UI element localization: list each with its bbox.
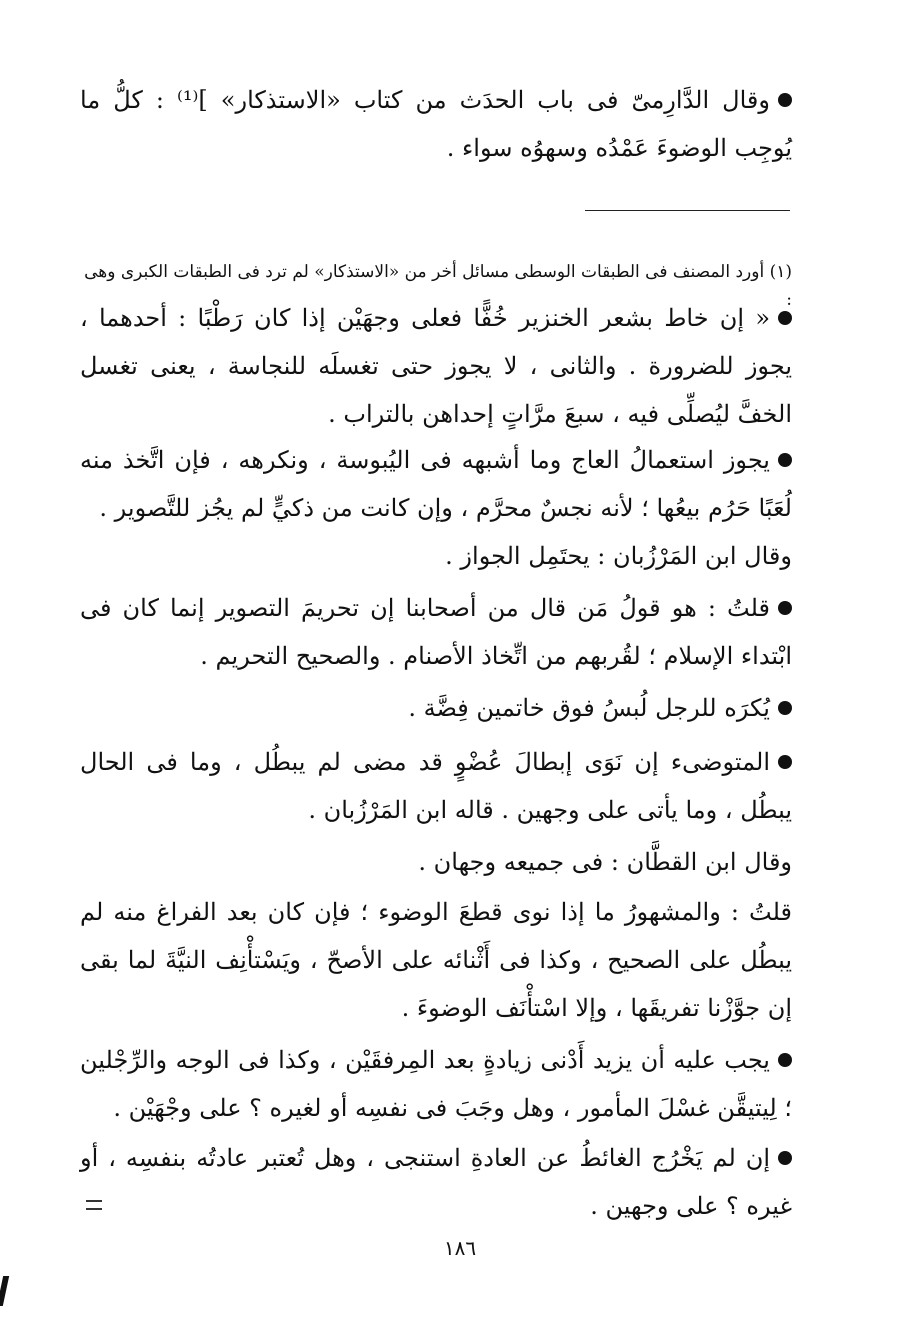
paragraph-9-text: قلتُ : والمشهورُ ما إذا نوى قطعَ الوضوء ؛ فإن كان بعد الفراغ منه لم يبطُل على الصحيح ، وكذا فى أَثْنائه على الأصحّ ، ويَسْتأْنِف النيَّةَ لما بقى إن جوَّزْنا تفريقَها ، وإلا اسْتأْنَف الوضوءَ . [80,898,792,1022]
paragraph-7 [80,738,792,834]
paragraph-8-text: وقال ابن القطَّان : فى جميعه وجهان . [418,848,792,876]
paragraph-4-text: وقال ابن المَرْزُبان : يحتَمِل الجواز . [445,542,792,570]
paragraph-2 [80,294,792,438]
paragraph-10 [80,1036,792,1132]
bullet-icon [778,755,792,769]
paragraph-4 [80,532,792,580]
paragraph-2-text: « إن خاط بشعر الخنزير خُفًّا فعلى وجهَيْن إذا كان رَطْبًا : أحدهما ، يجوز للضرورة . والثانى ، لا يجوز حتى تغسلَه للنجاسة ، يعنى تغسل الخفَّ ليُصلِّى فيه ، سبعَ مرَّاتٍ إحداهن بالتراب . [80,304,792,428]
bullet-icon [778,701,792,715]
page-number: ١٨٦ [443,1236,477,1260]
footnote-intro: (١) أورد المصنف فى الطبقات الوسطى مسائل أخر من «الاستذكار» لم ترد فى الطبقات الكبرى وهى : [84,262,792,310]
paragraph-9 [80,888,792,1032]
paragraph-1-text: وقال الدَّارِمىّ فى باب الحدَث من كتاب «الاستذكار» ]⁽¹⁾ : كلُّ ما يُوجِب الوضوءَ عَمْدُه وسهوُه سواء . [80,86,792,162]
bullet-icon [778,311,792,325]
footnote-separator [585,210,790,211]
paragraph-3-text: يجوز استعمالُ العاج وما أشبهه فى اليُبوسة ، ونكرهه ، فإن اتَّخذ منه لُعَبًا حَرُم بيعُها ؛ لأنه نجسٌ محرَّم ، وإن كانت من ذكيٍّ لم يجُز للتَّصوير . [80,446,792,522]
paragraph-11 [80,1134,792,1230]
paragraph-3 [80,436,792,532]
paragraph-5-text: قلتُ : هو قولُ مَن قال من أصحابنا إن تحريمَ التصوير إنما كان فى ابْتداء الإسلام ؛ لقُربهم من اتِّخاذ الأصنام . والصحيح التحريم . [80,594,792,670]
bullet-icon [778,93,792,107]
paragraph-6 [80,684,792,732]
paragraph-7-text: المتوضىء إن نَوَى إبطالَ عُضْوٍ قد مضى لم يبطُل ، وما فى الحال يبطُل ، وما يأتى على وجهين . قاله ابن المَرْزُبان . [80,748,792,824]
scan-edge-mark [0,1276,9,1306]
paragraph-8 [80,838,792,886]
paragraph-5 [80,584,792,680]
paragraph-6-text: يُكرَه للرجل لُبسُ فوق خاتمين فِضَّة . [408,694,770,722]
paragraph-1 [80,76,792,172]
continuation-mark [86,1200,102,1210]
paragraph-10-text: يجب عليه أن يزيد أَدْنى زيادةٍ بعد المِرفقَيْن ، وكذا فى الوجه والرِّجْلين ؛ لِيتيقَّن غسْلَ المأمور ، وهل وجَبَ فى نفسِه أو لغيره ؟ على وجْهَيْن . [80,1046,792,1122]
bullet-icon [778,453,792,467]
bullet-icon [778,1151,792,1165]
bullet-icon [778,1053,792,1067]
bullet-icon [778,601,792,615]
paragraph-11-text: إن لم يَخْرُج الغائطُ عن العادةِ استنجى ، وهل تُعتبر عادتُه بنفسِه ، أو غيره ؟ على وجهين . [80,1144,792,1220]
